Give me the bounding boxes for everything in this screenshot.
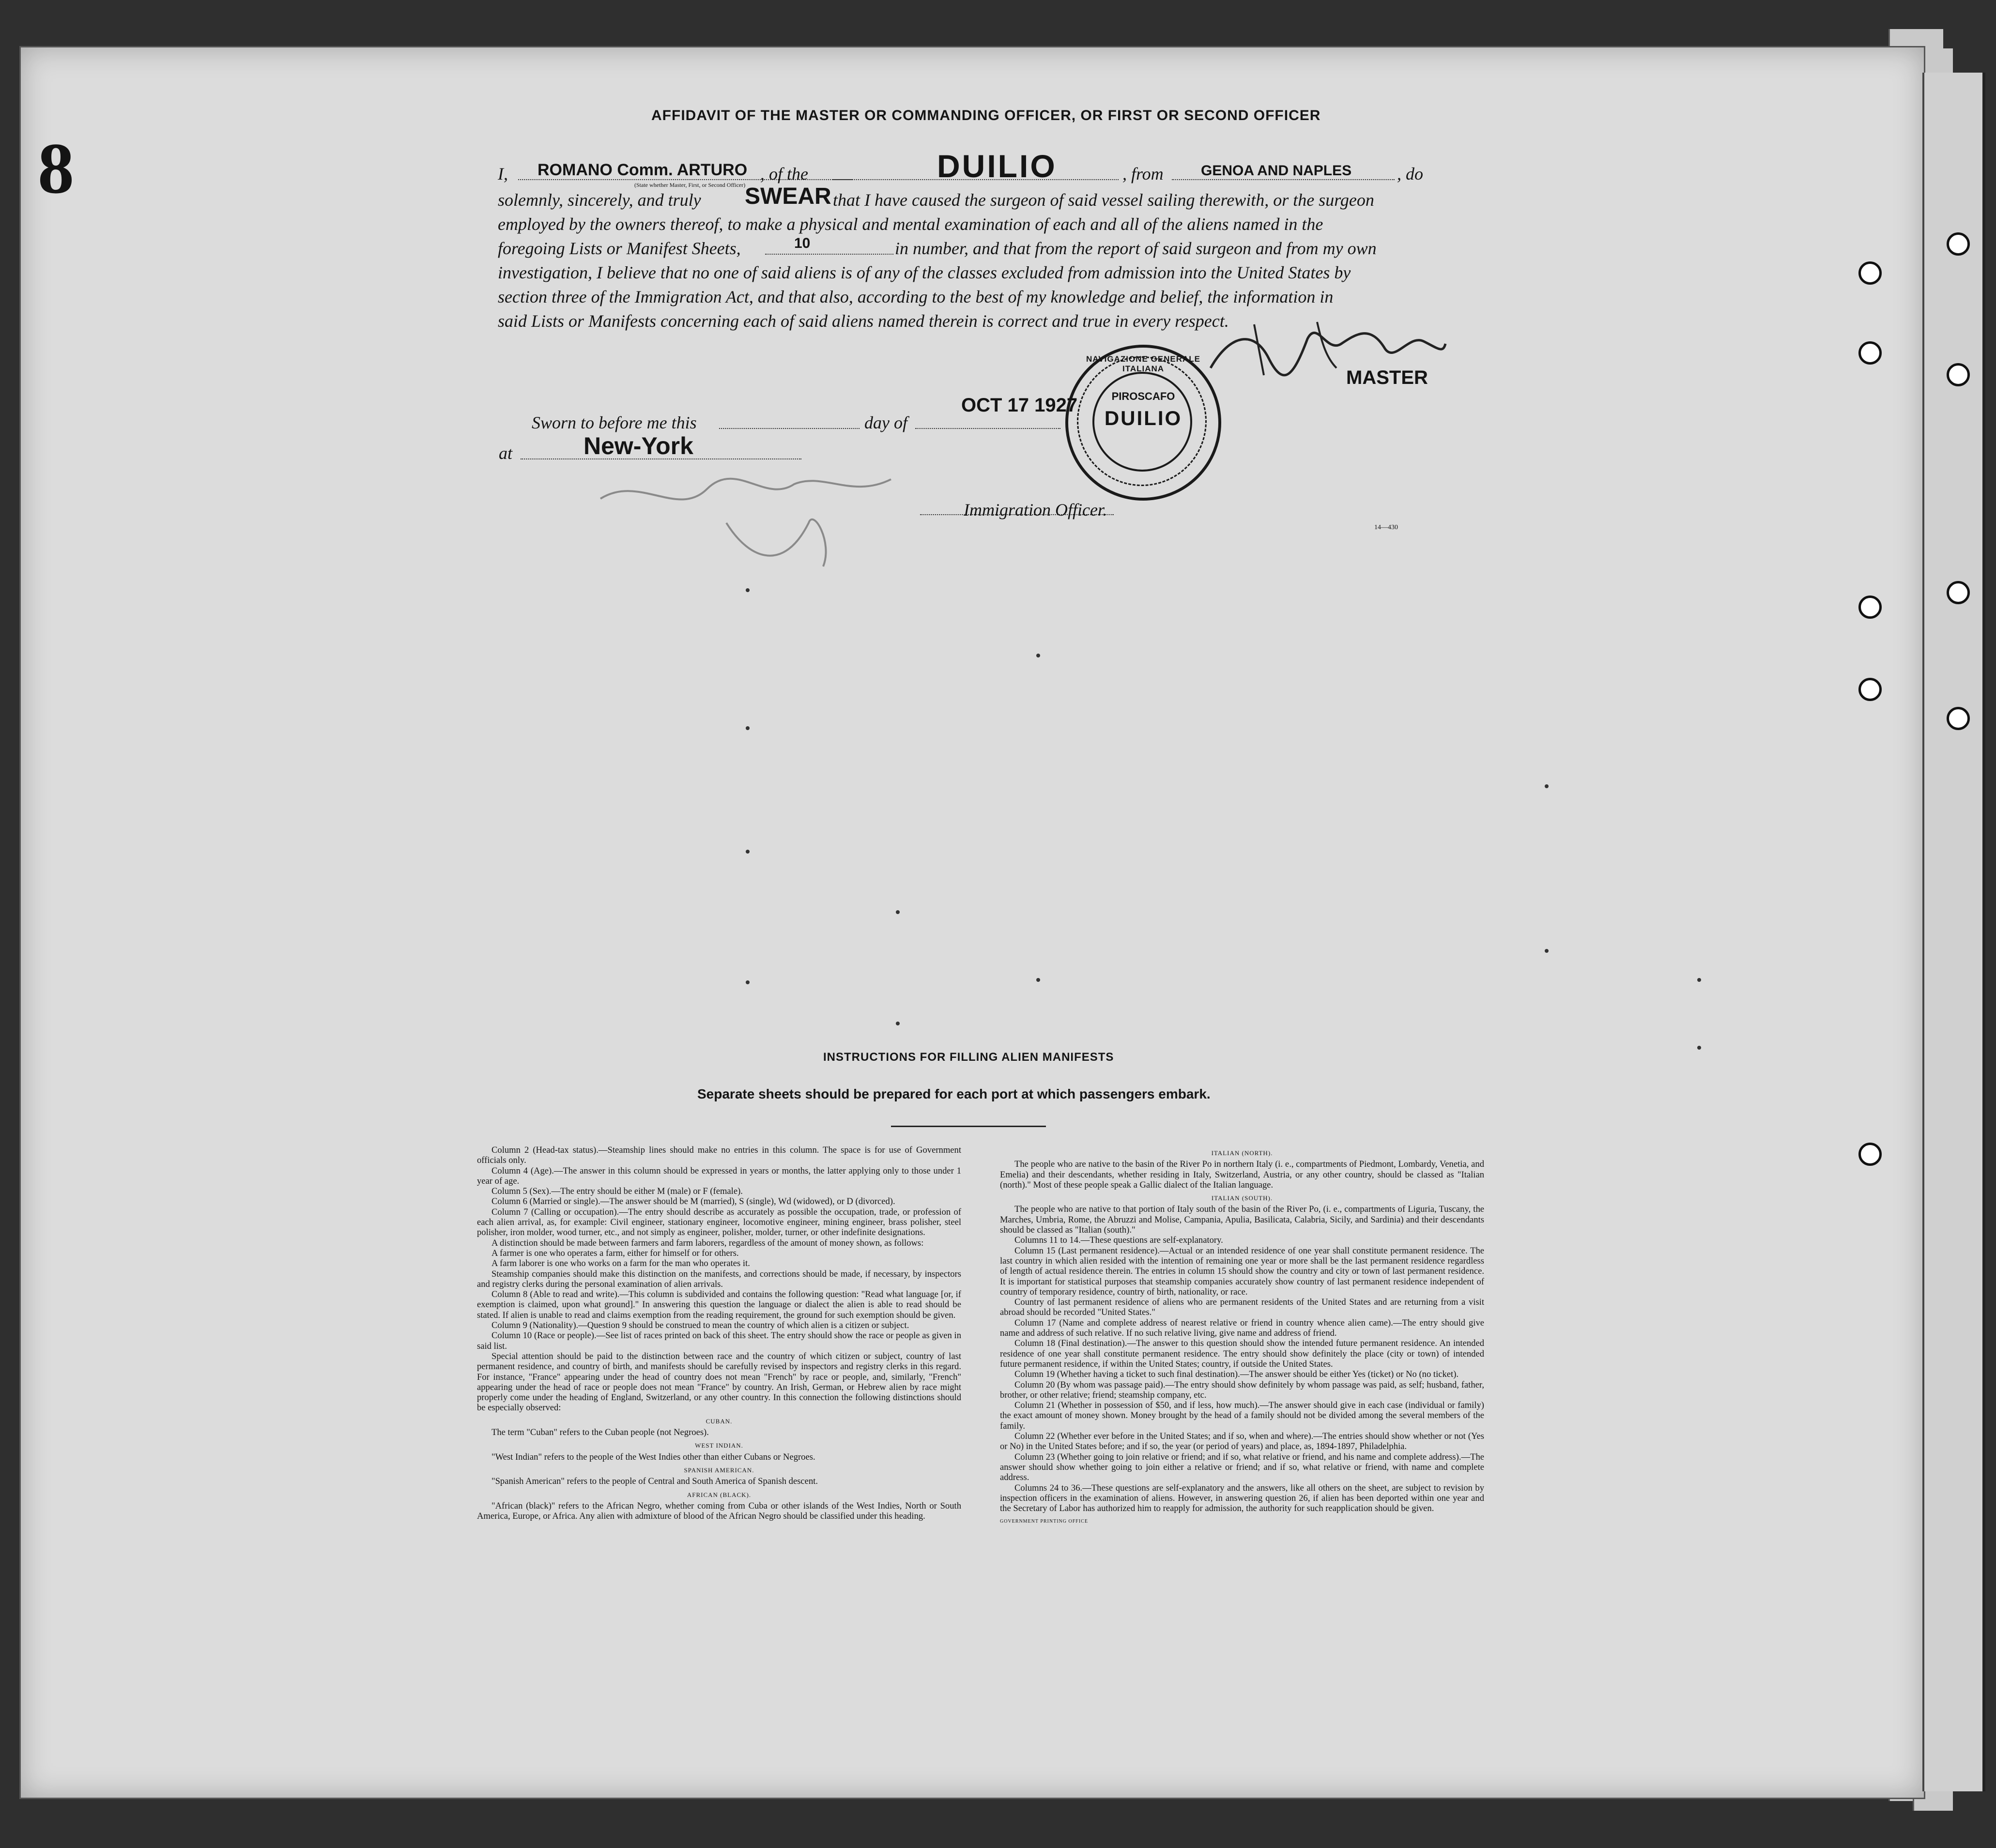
affidavit-title: AFFIDAVIT OF THE MASTER OR COMMANDING OFFICER, OR FIRST OR SECOND OFFICER [651, 107, 1321, 123]
section-heading: WEST INDIAN. [695, 1442, 743, 1450]
ports: GENOA AND NAPLES [1201, 163, 1352, 179]
instruction-paragraph: Column 20 (By whom was passage paid).—The entry should show definitely by whom passage was paid, as self; husband, father, brother, or other relative; friend; steamship company, etc. [1000, 1379, 1484, 1400]
sheet-count-line [765, 254, 893, 255]
binder-hole [1858, 341, 1882, 365]
instruction-paragraph: Columns 24 to 36.—These questions are self-explanatory and the answers, like all others on the sheet, are subject to revision by inspection officers in the examination of aliens. However, in answering question 26, if alien has been deported within one year and the Secretary of Labor has authorized him to reapply for admission, the authority for such reapplication should be given. [1000, 1482, 1484, 1514]
instruction-paragraph: Column 6 (Married or single).—The answer should be M (married), S (single), Wd (widowed), or D (divorced). [491, 1196, 895, 1207]
binder-hole [1858, 261, 1882, 285]
instruction-paragraph: Column 2 (Head-tax status).—Steamship lines should make no entries in this column. The space is for use of Government officials only. [477, 1145, 961, 1166]
bleed-mark [1545, 949, 1549, 953]
vessel-name: DUILIO [937, 148, 1057, 184]
instruction-paragraph: "Spanish American" refers to the people of Central and South America of Spanish descent. [491, 1476, 818, 1487]
binder-hole [1947, 707, 1970, 730]
bleed-mark [746, 980, 750, 984]
binder-hole [1947, 363, 1970, 386]
instruction-paragraph: Columns 11 to 14.—These questions are self-explanatory. [1014, 1235, 1223, 1246]
instruction-paragraph: The people who are native to the basin of the River Po in northern Italy (i. e., compartments of Piedmont, Lombardy, Venetia, and Emelia) and their descendants, whether residing in Italy, Switzerland, Austria, or any other country, should be classed as "Italian (north)." Most of these people speak a Gallic dialect of the Italian language. [1000, 1159, 1484, 1190]
instruction-paragraph: The people who are native to that portion of Italy south of the basin of the River Po, (i. e., compartments of Liguria, Tuscany, the Marches, Umbria, Rome, the Abruzzi and Molise, Campania, Apulia, Basilicata, Calabria, Sicily, and Sardinia) and their descendants should be classed as "Italian (south)." [1000, 1204, 1484, 1236]
instruction-paragraph: "African (black)" refers to the African Negro, whether coming from Cuba or other islands of the West Indies, North or South America, Europe, or Africa. Any alien with admixture of blood of the African Negro should be classified under this heading. [477, 1500, 961, 1522]
instruction-paragraph: A farmer is one who operates a farm, either for himself or for others. [491, 1248, 739, 1258]
instruction-paragraph: Special attention should be paid to the distinction between race and the country of which citizen or subject, country of last permanent residence, and country of birth, and manifests should be carefully revised by inspectors and registry clerks in this regard. For instance, "France" appearing under the head of country does not mean "French" by race or people, and, similarly, "French" appearing under the head of race or people does not mean "France" by country. An Irish, German, or Hebrew alien by race might properly come under the heading of England, Switzerland, or any other country. In this connection the following distinctions should be especially observed: [477, 1351, 961, 1413]
oath-word: SWEAR [745, 183, 831, 209]
section-heading: CUBAN. [706, 1417, 733, 1425]
affidavit-line-5: section three of the Immigration Act, and that also, according to the best of my knowledge and belief, the information in [498, 287, 1334, 306]
instructions-left-column [477, 1145, 961, 1521]
instruction-paragraph: Column 9 (Nationality).—Question 9 should be construed to mean the country of which alien is a citizen or subject. [491, 1320, 909, 1331]
affidavit-line-2: employed by the owners thereof, to make a physical and mental examination of each and all of the aliens named in the [498, 214, 1323, 234]
instruction-paragraph: Column 10 (Race or people).—See list of races printed on back of this sheet. The entry should show the race or people as given in said list. [477, 1330, 961, 1351]
bleed-mark [896, 910, 900, 914]
bleed-mark [1697, 978, 1701, 982]
instruction-paragraph: The term "Cuban" refers to the Cuban people (not Negroes). [491, 1427, 709, 1438]
bleed-mark [1545, 784, 1549, 788]
printer-imprint: GOVERNMENT PRINTING OFFICE [1000, 1519, 1088, 1525]
bleed-mark [1036, 654, 1040, 657]
affidavit-line-3b: in number, and that from the report of said surgeon and from my own [895, 239, 1377, 258]
sworn-date-line [915, 428, 1060, 429]
do-label: , do [1397, 164, 1423, 183]
instruction-paragraph: Column 18 (Final destination).—The answer to this question should show the intended future permanent residence. An intended residence of one year shall constitute permanent residence. The entry should show definitely the place (city or town) of intended future permanent residence, if within the United States; country, if outside the United States. [1000, 1338, 1484, 1369]
instructions-rule [891, 1126, 1046, 1127]
day-of-label: day of [864, 413, 907, 432]
ship-seal-stamp [1065, 345, 1221, 501]
instruction-paragraph: Column 19 (Whether having a ticket to such final destination).—The answer should be either Yes (ticket) or No (no ticket). [1014, 1369, 1459, 1380]
of-the-label: , of the [760, 164, 808, 183]
instruction-paragraph: Country of last permanent residence of aliens who are permanent residents of the United States and are returning from a visit abroad should be recorded "United States." [1000, 1297, 1484, 1318]
affidavit-line-1: that I have caused the surgeon of said vessel sailing therewith, or the surgeon [833, 190, 1374, 210]
sheet-count: 10 [794, 235, 811, 251]
bleed-mark [1036, 978, 1040, 982]
bleed-mark [1697, 1046, 1701, 1050]
instruction-paragraph: Column 22 (Whether ever before in the United States; and if so, when and where).—The entries should show whether or not (Yes or No) in the United States before; and if so, the year (or period of years) and place, as, 1894-1897, Philadelphia. [1000, 1431, 1484, 1452]
affidavit-line-4: investigation, I believe that no one of said aliens is of any of the classes excluded from admission into the United States by [498, 263, 1351, 282]
affidavit-line-6: said Lists or Manifests concerning each of said aliens named therein is correct and true in every respect. [498, 311, 1229, 331]
bleed-mark [746, 588, 750, 592]
sworn-label: Sworn to before me this [532, 413, 697, 432]
immigration-officer-signature [581, 465, 920, 581]
section-heading: AFRICAN (BLACK). [687, 1491, 752, 1498]
instruction-paragraph: Steamship companies should make this distinction on the manifests, and corrections should be made, if necessary, by inspectors and registry clerks during the personal examination of alien arrivals. [477, 1268, 961, 1289]
instruction-paragraph: Column 17 (Name and complete address of nearest relative or friend in country whence alien came).—The entry should give name and address of such relative. If no such relative living, give name and address of friend. [1000, 1317, 1484, 1339]
form-number: 14—430 [1374, 524, 1398, 531]
solemnly-label: solemnly, sincerely, and truly [498, 190, 701, 210]
binder-hole [1858, 596, 1882, 619]
place: New-York [583, 432, 693, 459]
instruction-paragraph: A farm laborer is one who works on a farm for the man who operates it. [491, 1258, 750, 1269]
instruction-paragraph: Column 5 (Sex).—The entry should be either M (male) or F (female). [491, 1186, 743, 1197]
stamp-center-text: DUILIO [1104, 407, 1182, 429]
immigration-officer-label: Immigration Officer. [964, 500, 1107, 519]
instructions-subtitle: Separate sheets should be prepared for each port at which passengers embark. [697, 1086, 1211, 1101]
instruction-paragraph: Column 15 (Last permanent residence).—Actual or an intended residence of one year shall constitute permanent residence. The last country in which alien resided with the intention of remaining one year or more shall be the last permanent residence regardless of length of actual residence therein. The entries in column 15 should show the country and city or town of last permanent residence. It is important for statistical purposes that steamship companies accurately show country of last permanent residence independent of country of temporary residence, country of birth, nationality, or race. [1000, 1245, 1484, 1297]
officer-name: ROMANO Comm. ARTURO [537, 161, 748, 179]
instruction-paragraph: Column 8 (Able to read and write).—This column is subdivided and contains the following question: "Read what language [or, if exemption is claimed, upon what ground]." In answering this question the language or dialect the alien is able to read should be stated. If alien is unable to read and claims exemption from the reading requirement, the ground for such exemption should be given. [477, 1289, 961, 1320]
from-label: , from [1122, 164, 1164, 183]
instruction-paragraph: Column 23 (Whether going to join relative or friend; and if so, what relative or friend, and his name and complete address).—The answer should show whether going to join either a relative or friend; and if so, what relative or friend, with name and complete address. [1000, 1451, 1484, 1483]
stamp-top-text: PIROSCAFO [1111, 390, 1175, 402]
instructions-title: INSTRUCTIONS FOR FILLING ALIEN MANIFESTS [823, 1051, 1114, 1064]
affidavit-line-3a: foregoing Lists or Manifest Sheets, [498, 239, 741, 258]
sheet-number: 8 [38, 128, 74, 209]
sworn-date: OCT 17 1927 [961, 395, 1078, 416]
section-heading: ITALIAN (SOUTH). [1211, 1194, 1273, 1202]
at-label: at [499, 443, 513, 463]
bleed-mark [746, 850, 750, 854]
manifest-sheet [19, 46, 1925, 1799]
sworn-day-line [719, 428, 860, 429]
instruction-paragraph: "West Indian" refers to the people of the West Indies other than either Cubans or Negroes. [491, 1451, 815, 1462]
instructions-right-column [1000, 1145, 1484, 1528]
instruction-paragraph: Column 7 (Calling or occupation).—The entry should describe as accurately as possible the occupation, trade, or profession of each alien arrival, as, for example: Civil engineer, stationary engineer, locomotive engineer, mining engineer, brass polisher, steel polisher, iron molder, wood turner, etc., and not simply as engineer, polisher, molder, turner, or other indefinite designations. [477, 1207, 961, 1238]
instruction-paragraph: A distinction should be made between farmers and farm laborers, regardless of the amount of money shown, as follows: [491, 1237, 924, 1248]
binder-hole [1858, 1143, 1882, 1166]
binder-hole [1947, 581, 1970, 604]
section-heading: ITALIAN (NORTH). [1211, 1149, 1273, 1157]
title-signed: MASTER [1346, 367, 1428, 388]
bleed-mark [896, 1022, 900, 1025]
stamp-outer-text: NAVIGAZIONE GENERALE ITALIANA [1086, 354, 1200, 373]
instruction-paragraph: Column 21 (Whether in possession of $50, and if less, how much).—The answer should give in each case (individual or family) the exact amount of money shown. Money brought by the head of a family should not be divided among the several members of the family. [1000, 1400, 1484, 1431]
section-heading: SPANISH AMERICAN. [684, 1466, 754, 1474]
i-label: I, [498, 164, 508, 183]
ports-line [1172, 179, 1395, 180]
binder-hole [1947, 232, 1970, 256]
bleed-mark [746, 726, 750, 730]
binder-hole [1858, 678, 1882, 701]
instruction-paragraph: Column 4 (Age).—The answer in this column should be expressed in years or months, the latter applying only to those under 1 year of age. [477, 1165, 961, 1186]
rank-hint: (State whether Master, First, or Second Officer) [634, 182, 746, 188]
binder-margin-strip [1922, 73, 1985, 1791]
